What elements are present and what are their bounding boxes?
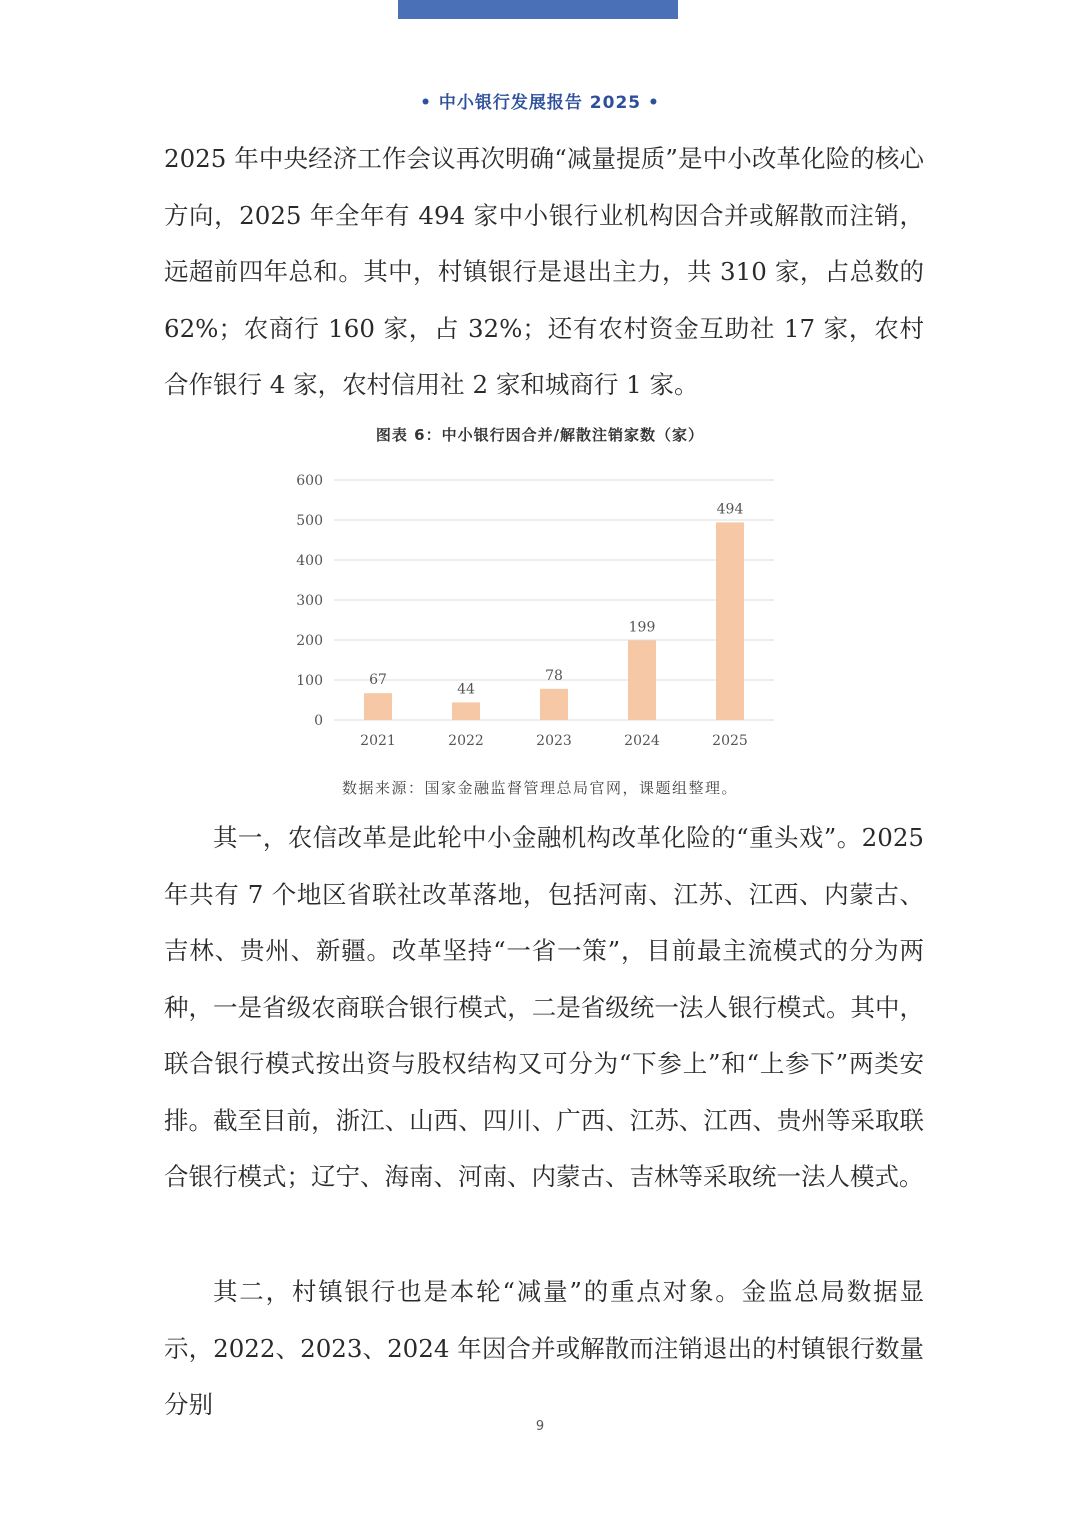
data-label-2024: 199 xyxy=(628,619,656,636)
y-tick-label: 300 xyxy=(296,593,323,609)
y-tick-label: 600 xyxy=(296,473,323,489)
bar-2021 xyxy=(364,693,392,720)
x-tick-label-2024: 2024 xyxy=(624,733,660,749)
page-number: 9 xyxy=(535,1419,545,1434)
y-tick-label: 200 xyxy=(296,633,323,649)
header-color-band xyxy=(398,0,678,19)
data-label-2021: 67 xyxy=(369,672,387,689)
x-tick-label-2023: 2023 xyxy=(536,733,572,749)
x-tick-label-2021: 2021 xyxy=(360,733,396,749)
y-tick-label: 0 xyxy=(314,713,323,729)
data-label-2022: 44 xyxy=(457,681,475,698)
bar-2025 xyxy=(716,522,744,720)
chart-title: 图表 6：中小银行因合并/解散注销家数（家） xyxy=(375,426,705,444)
paragraph-intro: 2025 年中央经济工作会议再次明确“减量提质”是中小改革化险的核心方向，2025 年全年有 494 家中小银行业机构因合并或解散而注销，远超前四年总和。其中，村镇银行是退出主力，共 310 家，占总数的 62%；农商行 160 家，占 32%；还有农村资金互助社 17 家，农村合作银行 4 家，农村信用社 2 家和城商行 1 家。 xyxy=(164,144,924,399)
data-label-2023: 78 xyxy=(545,667,563,684)
bar-chart xyxy=(280,462,800,762)
data-label-2025: 494 xyxy=(716,501,744,518)
bar-2023 xyxy=(540,689,568,720)
bar-2022 xyxy=(452,702,480,720)
x-tick-label-2022: 2022 xyxy=(448,733,484,749)
x-tick-label-2025: 2025 xyxy=(712,733,748,749)
paragraph-rural-credit-reform: 其一，农信改革是此轮中小金融机构改革化险的“重头戏”。2025 年共有 7 个地区省联社改革落地，包括河南、江苏、江西、内蒙古、吉林、贵州、新疆。改革坚持“一省一策”，目前最主流模式的分为两种，一是省级农商联合银行模式，二是省级统一法人银行模式。其中，联合银行模式按出资与股权结构又可分为“下参上”和“上参下”两类安排。截至目前，浙江、山西、四川、广西、江苏、江西、贵州等采取联合银行模式；辽宁、海南、河南、内蒙古、吉林等采取统一法人模式。 xyxy=(164,823,924,1191)
running-header: • 中小银行发展报告 2025 • xyxy=(420,93,660,113)
y-tick-label: 500 xyxy=(296,513,323,529)
y-tick-label: 100 xyxy=(296,673,323,689)
bar-2024 xyxy=(628,640,656,720)
paragraph-village-banks: 其二，村镇银行也是本轮“减量”的重点对象。金监总局数据显示，2022、2023、2024 年因合并或解散而注销退出的村镇银行数量分别 xyxy=(164,1277,924,1419)
y-tick-label: 400 xyxy=(296,553,323,569)
chart-source-note: 数据来源：国家金融监督管理总局官网，课题组整理。 xyxy=(341,779,738,797)
